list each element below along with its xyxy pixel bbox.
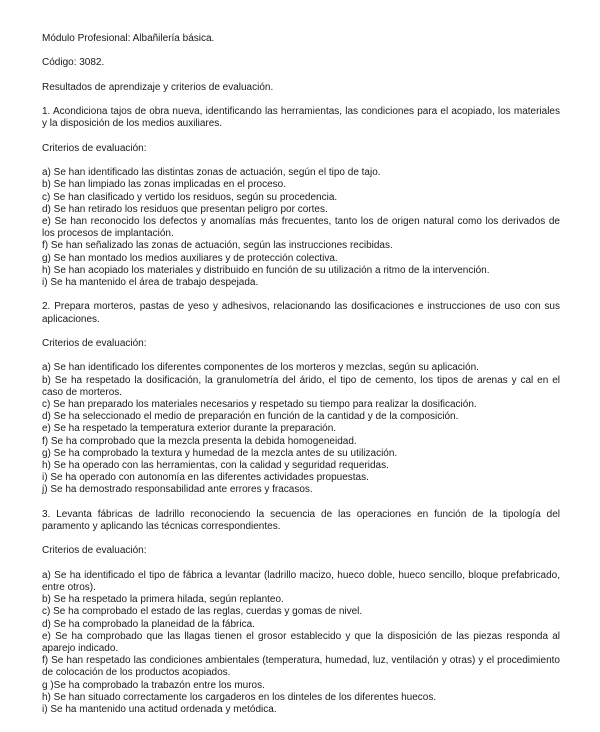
criteria-list-3 [42,570,560,716]
criteria-list-2 [42,362,560,496]
criterion: e) Se han reconocido los defectos y anomalías más frecuentes, tanto los de origen natural como los derivados de los procesos de implantación. [42,215,560,240]
criterion: f) Se han respetado las condiciones ambientales (temperatura, humedad, luz, ventilación y otras) y el procedimiento de colocación de los productos acopiados. [42,655,560,679]
learning-result-1: 1. Acondiciona tajos de obra nueva, identificando las herramientas, las condiciones para el acopiado, los materiales y la disposición de los medios auxiliares. [42,106,560,130]
criterion: e) Se ha comprobado que las llagas tienen el grosor establecido y que la disposición de las piezas responda al aparejo indicado. [42,630,560,654]
criterion: c) Se han preparado los materiales necesarios y respetado su tiempo para realizar la dosificación. [42,398,477,410]
criterion: a) Se han identificado los diferentes componentes de los morteros y mezclas, según su aplicación. [42,362,479,374]
criterion: i) Se ha mantenido el área de trabajo despejada. [42,276,259,288]
criterion: b) Se ha respetado la primera hilada, según replanteo. [42,594,284,606]
learning-result-3: 3. Levanta fábricas de ladrillo reconociendo la secuencia de las operaciones en función de la tipología del paramento y aplicando las técnicas correspondientes. [42,508,560,532]
results-heading: Resultados de aprendizaje y criterios de evaluación. [42,81,274,93]
criteria-heading-2: Criterios de evaluación: [42,337,147,349]
criterion: d) Se han retirado los residuos que presentan peligro por cortes. [42,203,328,215]
criterion: i) Se ha operado con autonomía en las diferentes actividades propuestas. [42,472,369,484]
criterion: i) Se ha mantenido una actitud ordenada y metódica. [42,704,277,715]
criterion: h) Se han acopiado los materiales y distribuido en función de su utilización a ritmo de la intervención. [42,264,490,276]
criterion: e) Se ha respetado la temperatura exterior durante la preparación. [42,423,337,435]
criterion: a) Se han identificado las distintas zonas de actuación, según el tipo de tajo. [42,167,381,179]
criterion: h) Se ha operado con las herramientas, con la calidad y seguridad requeridas. [42,459,389,471]
criterion: f) Se ha comprobado que la mezcla presenta la debida homogeneidad. [42,435,357,447]
criterion: c) Se han clasificado y vertido los residuos, según su procedencia. [42,191,338,203]
criteria-heading-3: Criterios de evaluación: [42,545,147,557]
criterion: g )Se ha comprobado la trabazón entre los muros. [42,679,265,691]
criteria-list-1 [42,167,560,289]
learning-result-2: 2. Prepara morteros, pastas de yeso y adhesivos, relacionando las dosificaciones e instrucciones de uso con sus aplicaciones. [42,301,560,325]
criterion: d) Se ha seleccionado el medio de preparación en función de la cantidad y de la composición. [42,411,459,423]
criterion: b) Se ha respetado la dosificación, la granulometría del árido, el tipo de cemento, los tipos de arenas y cal en el caso de morteros. [42,374,560,398]
criterion: a) Se ha identificado el tipo de fábrica a levantar (ladrillo macizo, hueco doble, hueco sencillo, bloque prefabricado, entre otros). [42,569,560,593]
module-title: Módulo Profesional: Albañilería básica. [42,33,215,44]
criterion: g) Se ha comprobado la textura y humedad de la mezcla antes de su utilización. [42,447,398,459]
criterion: d) Se ha comprobado la planeidad de la fábrica. [42,618,255,630]
criterion: c) Se ha comprobado el estado de las reglas, cuerdas y gomas de nivel. [42,606,363,618]
criterion: j) Se ha demostrado responsabilidad ante errores y fracasos. [42,484,313,496]
criteria-heading-1: Criterios de evaluación: [42,142,147,154]
criterion: f) Se han señalizado las zonas de actuación, según las instrucciones recibidas. [42,240,393,252]
criterion: h) Se han situado correctamente los cargaderos en los dinteles de los diferentes huecos. [42,691,437,703]
criterion: b) Se han limpiado las zonas implicadas en el proceso. [42,179,287,191]
criterion: g) Se han montado los medios auxiliares y de protección colectiva. [42,252,338,264]
module-code: Código: 3082. [42,57,105,69]
